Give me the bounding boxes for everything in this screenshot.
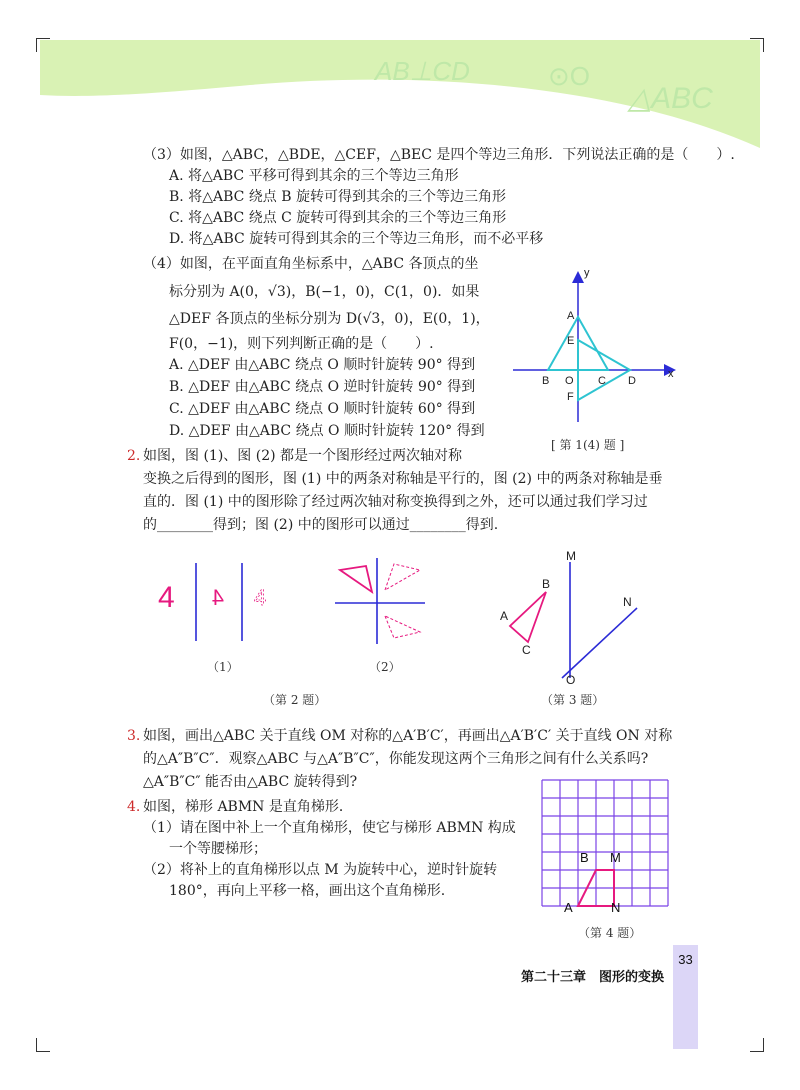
point-n-label: N [623, 595, 632, 609]
point-c-label: C [522, 643, 531, 657]
q3-figure [490, 548, 650, 688]
grid-lines [542, 780, 668, 906]
header-symbol-circle: ⊙O [548, 61, 591, 91]
grid-label-b: B [580, 850, 589, 865]
figure-caption-1-4: [ 第 1(4) 题 ] [551, 438, 625, 452]
q3-text-line: 如图，画出△ABC 关于直线 OM 对称的△A′B′C′，再画出△A′B′C′ 关于直线 ON 对称 [143, 728, 673, 744]
glyph-original: 4 [158, 581, 175, 614]
q2-figure-1-label: （1） [207, 660, 239, 674]
page-number: 33 [678, 952, 693, 967]
question-number-3: 3. [127, 728, 141, 744]
grid-label-a: A [564, 900, 573, 915]
point-f-label: F [567, 391, 574, 403]
q4-text-line: （1）请在图中补上一个直角梯形，使它与梯形 ABMN 构成 [143, 820, 516, 836]
q1-4-stem-line: △DEF 各顶点的坐标分别为 D(√3，0)，E(0，1)， [169, 311, 490, 327]
y-axis-label: y [584, 267, 590, 279]
q2-text-line: 的________得到；图 (2) 中的图形可以通过________得到. [143, 517, 499, 533]
crop-mark [763, 1038, 764, 1052]
point-a-label: A [567, 310, 575, 322]
q2-text-line: 如图，图 (1)、图 (2) 都是一个图形经过两次轴对称 [143, 448, 463, 464]
grid-label-n: N [611, 900, 621, 915]
point-b-label: B [542, 375, 550, 387]
q1-4-stem-line: 标分别为 A(0，√3)，B(−1，0)，C(1，0)．如果 [169, 284, 480, 300]
chapter-title: 第二十三章 图形的变换 [521, 970, 665, 985]
question-number-4: 4. [127, 799, 141, 815]
q1-3-option-c: C. 将△ABC 绕点 C 旋转可得到其余的三个等边三角形 [169, 210, 507, 226]
q4-text-line: 一个等腰梯形； [169, 841, 267, 857]
q1-4-option-b: B. △DEF 由△ABC 绕点 O 逆时针旋转 90° 得到 [169, 379, 476, 395]
glyph-reflected: 4 [211, 585, 224, 610]
q2-figure-1 [150, 555, 290, 655]
q4-text-line: 如图，梯形 ABMN 是直角梯形． [143, 799, 353, 815]
point-o-label: O [566, 673, 576, 687]
header-symbol-perpendicular: AB⊥CD [375, 56, 470, 86]
grid-label-m: M [610, 850, 621, 865]
q2-figure-2 [330, 550, 430, 650]
q2-text-line: 变换之后得到的图形，图 (1) 中的两条对称轴是平行的，图 (2) 中的两条对称轴是垂 [143, 471, 663, 487]
q1-4-stem-line: （4）如图，在平面直角坐标系中，△ABC 各顶点的坐 [143, 256, 479, 272]
q3-text-line: 的△A″B″C″．观察△ABC 与△A″B″C″，你能发现这两个三角形之间有什么关系吗? [143, 751, 649, 767]
point-e-label: E [567, 335, 575, 347]
point-d-label: D [628, 375, 636, 387]
q4-text-line: 180°，再向上平移一格，画出这个直角梯形. [169, 883, 446, 899]
q1-3-option-b: B. 将△ABC 绕点 B 旋转可得到其余的三个等边三角形 [169, 189, 506, 205]
header-symbol-triangle: △ABC [628, 82, 713, 115]
point-o-label: O [565, 375, 574, 387]
q1-4-stem-line: F(0，−1)，则下列判断正确的是（ ）. [169, 336, 434, 352]
q2-text-line: 直的．图 (1) 中的图形除了经过两次轴对称变换得到之外，还可以通过我们学习过 [143, 494, 648, 510]
q4-text-line: （2）将补上的直角梯形以点 M 为旋转中心，逆时针旋转 [143, 862, 498, 878]
q1-4-option-a: A. △DEF 由△ABC 绕点 O 顺时针旋转 90° 得到 [169, 357, 476, 373]
x-axis-label: x [668, 368, 674, 380]
q2-figure-2-label: （2） [369, 660, 401, 674]
crop-mark [36, 1051, 50, 1052]
crop-mark [36, 1038, 37, 1052]
figure-caption-4: （第 4 题） [578, 926, 642, 940]
q3-text-line: △A″B″C″ 能否由△ABC 旋转得到? [143, 774, 358, 790]
glyph-reflected-twice: 4 [254, 585, 267, 610]
q1-3-option-a: A. 将△ABC 平移可得到其余的三个等边三角形 [169, 168, 459, 184]
point-b-label: B [542, 577, 551, 591]
q1-3-option-d: D. 将△ABC 旋转可得到其余的三个等边三角形，而不必平移 [169, 231, 544, 247]
point-m-label: M [566, 549, 576, 563]
q1-3-stem: （3）如图，△ABC，△BDE，△CEF，△BEC 是四个等边三角形．下列说法正确的是（ ）. [143, 147, 735, 163]
figure-caption-2: （第 2 题） [263, 693, 327, 707]
crop-mark [750, 1051, 764, 1052]
point-c-label: C [598, 375, 606, 387]
q1-4-option-c: C. △DEF 由△ABC 绕点 O 顺时针旋转 60° 得到 [169, 401, 476, 417]
q4-grid-figure [540, 778, 670, 918]
triangle-abc [510, 592, 546, 642]
coordinate-figure [505, 262, 685, 432]
line-on [562, 608, 637, 678]
point-a-label: A [500, 609, 509, 623]
header-banner [0, 0, 800, 150]
figure-caption-3: （第 3 题） [541, 693, 605, 707]
question-number-2: 2. [127, 448, 141, 464]
q1-4-option-d: D. △DEF 由△ABC 绕点 O 顺时针旋转 120° 得到 [169, 423, 485, 439]
